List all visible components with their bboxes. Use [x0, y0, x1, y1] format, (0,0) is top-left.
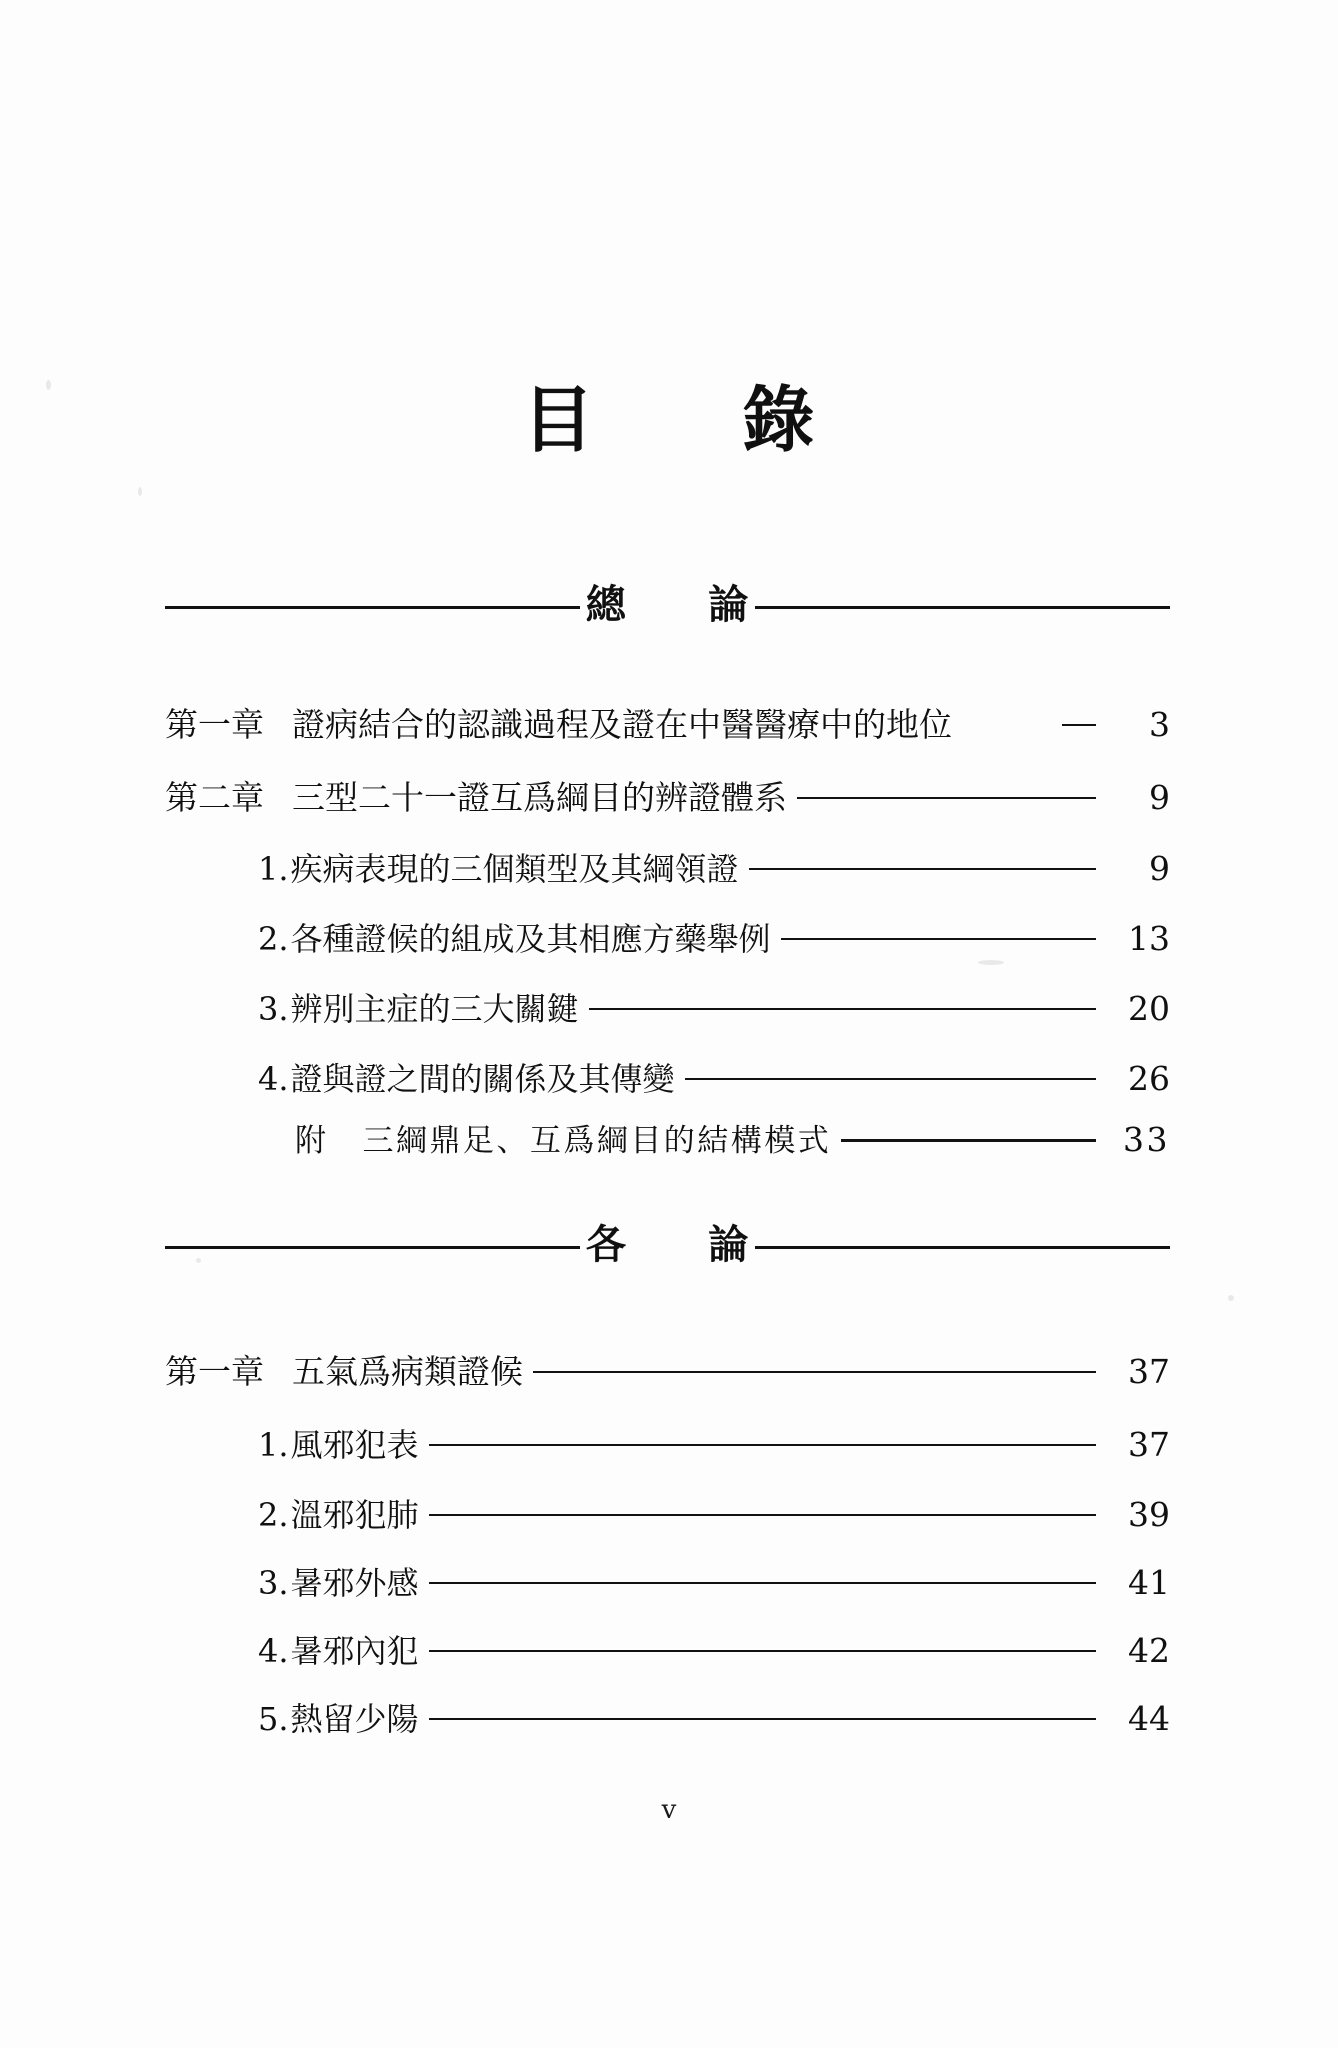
toc-entry-label: 暑邪外感	[290, 1564, 419, 1602]
toc-entry-prefix: 第一章	[165, 1352, 264, 1391]
toc-row[interactable]	[258, 1494, 1170, 1534]
toc-leader-line	[429, 1698, 1096, 1730]
page-title: 目 錄	[522, 377, 816, 462]
toc-entry-prefix: 4.	[258, 1060, 289, 1098]
section-label-specific: 各 論	[585, 1221, 750, 1268]
section-rule-left	[165, 606, 580, 609]
toc-entry-prefix: 4.	[258, 1632, 289, 1670]
scan-speckle	[978, 960, 1004, 965]
toc-entry-page-number: 37	[1128, 1352, 1170, 1391]
toc-leader-line	[429, 1562, 1096, 1594]
toc-entry-label: 證病結合的認識過程及證在中醫醫療中的地位	[292, 705, 952, 744]
toc-entry-page-number: 9	[1149, 849, 1170, 888]
toc-leader-line	[841, 1120, 1096, 1151]
toc-entry-prefix: 2.	[258, 920, 289, 958]
toc-entry-prefix: 1.	[258, 850, 289, 888]
toc-entry-prefix: 2.	[258, 1496, 289, 1534]
toc-row[interactable]	[165, 776, 1170, 817]
toc-entry-prefix: 1.	[258, 1426, 289, 1464]
section-rule-left	[165, 1246, 580, 1249]
toc-entry-label: 五氣爲病類證候	[292, 1352, 523, 1391]
toc-entry-page-number: 26	[1128, 1059, 1170, 1098]
toc-entry-prefix: 5.	[258, 1700, 289, 1738]
toc-entry-label: 暑邪內犯	[290, 1632, 419, 1670]
toc-entry-page-number: 20	[1128, 989, 1170, 1028]
toc-row[interactable]	[258, 1562, 1170, 1602]
toc-entry-page-number: 33	[1123, 1120, 1170, 1159]
toc-entry-prefix: 第二章	[165, 778, 264, 817]
toc-leader-line	[429, 1630, 1096, 1662]
toc-entry-page-number: 13	[1128, 919, 1170, 958]
toc-row[interactable]	[295, 1120, 1170, 1157]
toc-row[interactable]	[258, 988, 1170, 1028]
toc-entry-page-number: 42	[1128, 1631, 1170, 1670]
toc-row[interactable]	[258, 1424, 1170, 1464]
scan-speckle	[138, 487, 142, 496]
toc-entry-page-number: 9	[1149, 778, 1170, 817]
toc-entry-prefix: 第一章	[165, 705, 264, 744]
toc-entry-label: 風邪犯表	[290, 1426, 419, 1464]
section-header-specific	[165, 1218, 1170, 1276]
toc-entry-label: 熱留少陽	[290, 1700, 419, 1738]
toc-entry-prefix: 3.	[258, 1564, 289, 1602]
toc-row[interactable]	[165, 1350, 1170, 1391]
toc-entry-label: 疾病表現的三個類型及其綱領證	[290, 850, 739, 888]
section-rule-right	[755, 1246, 1170, 1249]
toc-entry-label: 三綱鼎足、互爲綱目的結構模式	[362, 1123, 832, 1159]
toc-entry-page-number: 37	[1128, 1425, 1170, 1464]
toc-leader-line	[962, 703, 1096, 736]
toc-entry-label: 三型二十一證互爲綱目的辨證體系	[292, 778, 787, 817]
toc-leader-line	[589, 988, 1096, 1020]
toc-entry-page-number: 44	[1128, 1699, 1170, 1738]
scan-speckle	[1228, 1295, 1234, 1301]
section-rule-right	[755, 606, 1170, 609]
toc-entry-label: 證與證之間的關係及其傳變	[290, 1060, 675, 1098]
toc-entry-label: 溫邪犯肺	[290, 1496, 419, 1534]
section-header-general	[165, 578, 1170, 636]
section-label-general: 總 論	[585, 581, 750, 628]
toc-entry-label: 各種證候的組成及其相應方藥舉例	[290, 920, 771, 958]
toc-row[interactable]	[258, 1698, 1170, 1738]
toc-leader-line	[533, 1350, 1096, 1383]
toc-leader-line	[429, 1494, 1096, 1526]
toc-leader-line	[797, 776, 1096, 809]
page-folio: v	[661, 1795, 677, 1825]
toc-row[interactable]	[258, 918, 1170, 958]
toc-entry-prefix: 附	[295, 1123, 329, 1159]
toc-entry-page-number: 41	[1128, 1563, 1170, 1602]
toc-leader-line	[781, 918, 1096, 950]
toc-row[interactable]	[258, 848, 1170, 888]
toc-entry-page-number: 39	[1128, 1495, 1170, 1534]
toc-leader-line	[749, 848, 1096, 880]
toc-row[interactable]	[258, 1058, 1170, 1098]
toc-leader-line	[429, 1424, 1096, 1456]
toc-row[interactable]	[165, 703, 1170, 744]
toc-leader-line	[685, 1058, 1096, 1090]
toc-entry-prefix: 3.	[258, 990, 289, 1028]
toc-entry-label: 辨別主症的三大關鍵	[290, 990, 579, 1028]
toc-entry-page-number: 3	[1149, 705, 1170, 744]
toc-row[interactable]	[258, 1630, 1170, 1670]
